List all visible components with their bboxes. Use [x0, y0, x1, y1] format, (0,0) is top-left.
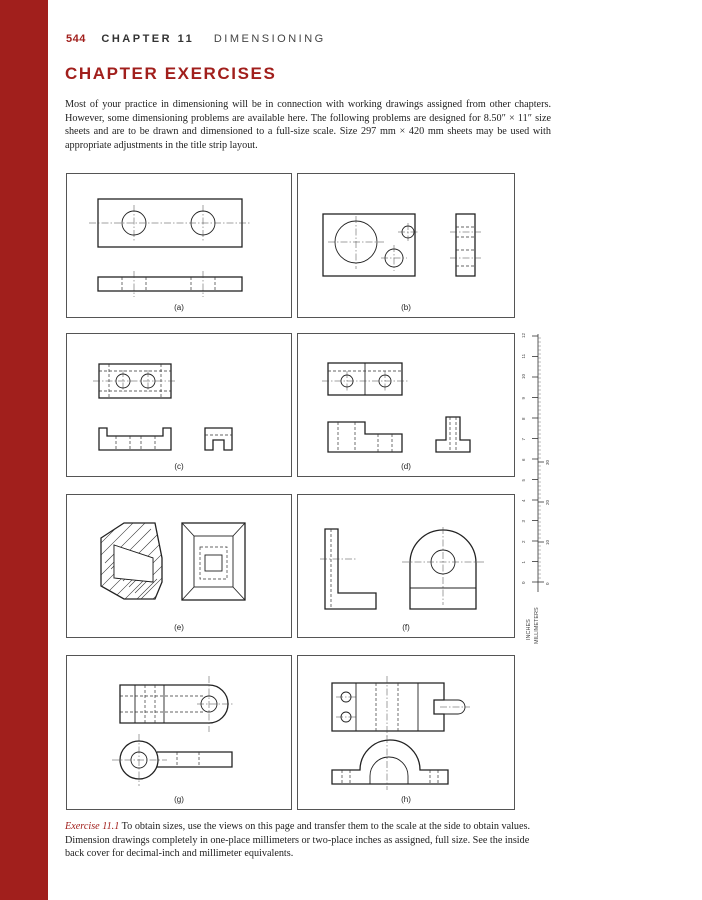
figure-label-f: (f) [402, 623, 410, 632]
scale-inch-label: 4 [521, 499, 526, 502]
drawing-f [298, 495, 516, 639]
figure-panel-d [297, 333, 515, 477]
scale-inch-label: 12 [521, 332, 526, 338]
figure-panel-c [66, 333, 292, 477]
scale-inch-label: 3 [521, 519, 526, 523]
scale-inch-label: 8 [521, 417, 526, 420]
scale-mm-label: 20 [545, 499, 550, 505]
figure-panel-b [297, 173, 515, 318]
figure-label-e: (e) [174, 623, 184, 632]
section-label: DIMENSIONING [213, 33, 326, 45]
figure-panel-g [66, 655, 292, 810]
scale-inch-label: 6 [521, 458, 526, 461]
drawing-d [298, 334, 516, 478]
drawing-e [67, 495, 293, 639]
scale-inch-label: 9 [521, 396, 526, 400]
figure-label-d: (d) [401, 462, 411, 471]
chapter-label: CHAPTER 11 [101, 33, 195, 45]
exercise-text: To obtain sizes, use the views on this page and transfer them to the scale at the side to obtain values. Dimension drawings completely in one-place millimeters or two-place inches as assigned, full size. See the inside back cover for decimal-inch and millimeter equivalents. [65, 821, 531, 860]
scale-inch-label: 7 [521, 437, 526, 441]
exercise-caption [65, 820, 551, 861]
scale-inch-label: 2 [521, 540, 526, 543]
scale-mm-label: 30 [545, 459, 550, 465]
scale-inch-label: 10 [521, 373, 526, 379]
drawing-g [67, 656, 293, 811]
drawing-b [298, 174, 516, 319]
drawing-c [67, 334, 293, 478]
running-head [66, 33, 326, 45]
figure-label-c: (c) [174, 462, 184, 471]
figure-label-g: (g) [174, 795, 184, 804]
scale-inch-label: 11 [521, 353, 526, 359]
measuring-scale [516, 330, 556, 650]
figure-label-b: (b) [401, 303, 411, 312]
figure-panel-a [66, 173, 292, 318]
figure-panel-f [297, 494, 515, 638]
exercise-number: Exercise 11.1 [65, 821, 120, 832]
figure-panel-h [297, 655, 515, 810]
scale-inch-label: 1 [521, 560, 526, 564]
scale-mm-label: 10 [545, 539, 550, 545]
page-title: CHAPTER EXERCISES [65, 64, 277, 83]
scale-inch-label: 5 [521, 478, 526, 482]
intro-paragraph: Most of your practice in dimensioning will be in connection with working drawings assigned from other chapters. However, some dimensioning problems are available here. The following problems are designed for 8.50″ × 11″ size sheets and are to be drawn and dimensioned to a full-size scale. Size 297 mm × 420 mm sheets may be used with appropriate adjustments in the title strip layout. [65, 99, 551, 152]
scale-inch-label: 0 [521, 581, 526, 584]
page-number: 544 [66, 33, 86, 45]
figure-label-h: (h) [401, 795, 411, 804]
figure-panel-e [66, 494, 292, 638]
scale-mm-label: 0 [545, 582, 550, 585]
drawing-a [67, 174, 293, 319]
scale-inches-label: INCHES [526, 619, 532, 640]
drawing-h [298, 656, 516, 811]
figure-label-a: (a) [174, 303, 184, 312]
chapter-color-bar [0, 0, 48, 900]
scale-millimeters-label: MILLIMETERS [534, 607, 540, 644]
